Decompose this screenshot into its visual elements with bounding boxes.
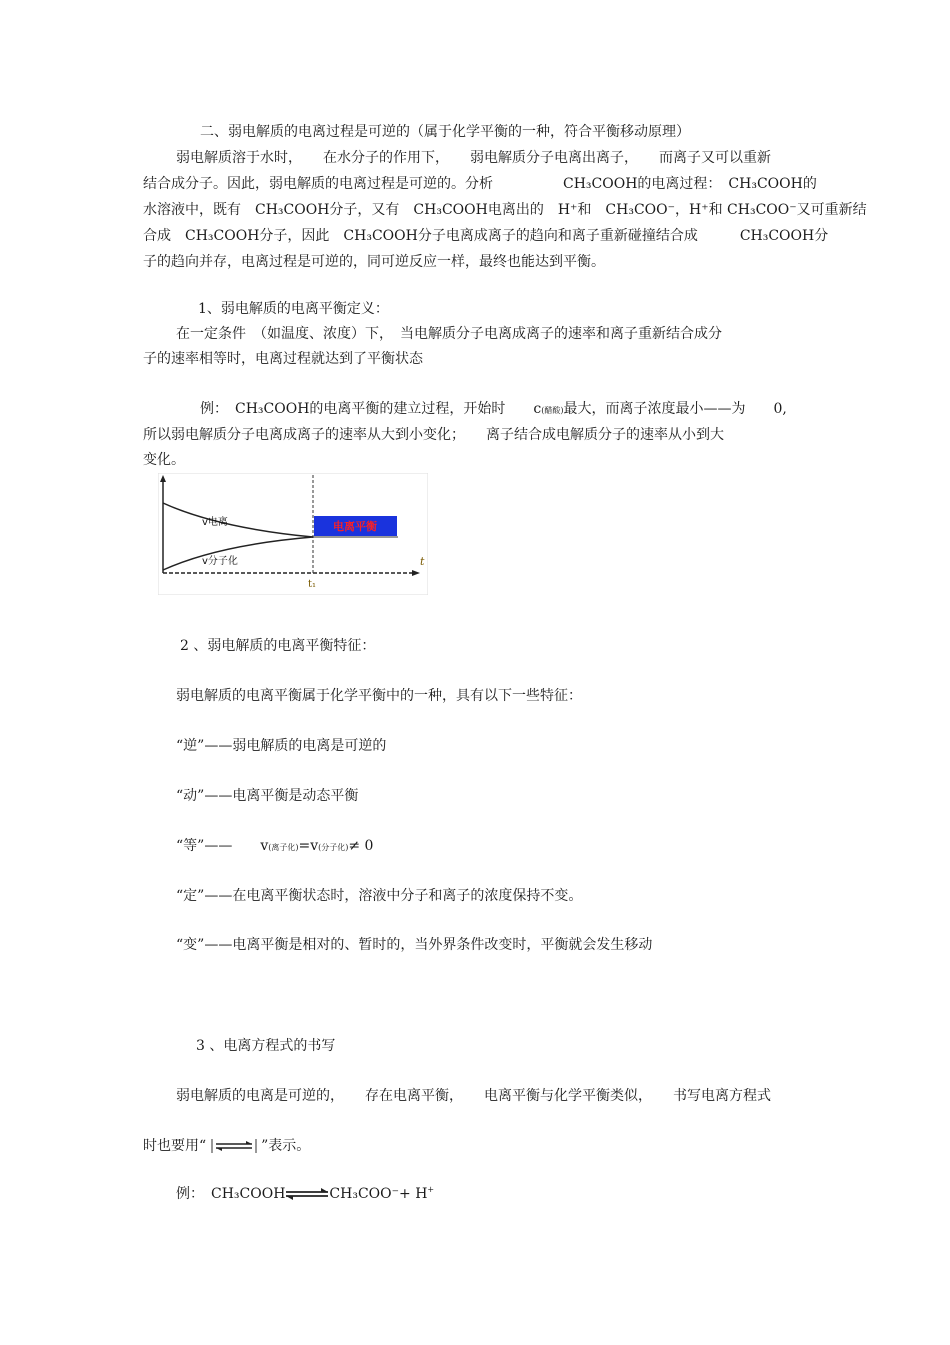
definition-line-2: 子的速率相等时，电离过程就达到了平衡状态 [143, 351, 423, 367]
equation-line-2-b: ”表示。 [261, 1138, 311, 1154]
intro-line-5: 子的趋向并存，电离过程是可逆的，同可逆反应一样，最终也能达到平衡。 [143, 254, 605, 270]
ionization-equilibrium-graph [158, 473, 428, 595]
feature-change: “变”——电离平衡是相对的、暂时的，当外界条件改变时，平衡就会发生移动 [176, 937, 653, 953]
lower-curve-label: v分子化 [202, 556, 238, 567]
features-intro: 弱电解质的电离平衡属于化学平衡中的一种，具有以下一些特征： [176, 688, 582, 704]
example1-line-2: 所以弱电解质分子电离成离子的速率从大到小变化； 离子结合成电解质分子的速率从小到大 [143, 427, 724, 443]
feature-equal-sub2: (分子化) [318, 843, 349, 852]
equation-line-2 [143, 1137, 310, 1155]
definition-line-1: 在一定条件 （如温度、浓度）下， 当电解质分子电离成离子的速率和离子重新结合成分 [176, 326, 722, 342]
feature-equal [176, 837, 373, 857]
example2-products: CH₃COO⁻+ H [329, 1186, 428, 1202]
example1-text-a: 例： CH₃COOH的电离平衡的建立过程，开始时 c [200, 401, 542, 417]
example1-text-b: 最大，而离子浓度最小——为 0, [563, 401, 787, 417]
example2-equation [176, 1185, 434, 1205]
t-axis-label: t [420, 555, 425, 568]
example1-subscript: (醋酸) [541, 406, 564, 415]
feature-constant: “定”——在电离平衡状态时，溶液中分子和离子的浓度保持不变。 [176, 888, 583, 904]
features-heading: 2 、弱电解质的电离平衡特征： [180, 638, 376, 654]
intro-line-4: 合成 CH₃COOH分子，因此 CH₃COOH分子电离成离子的趋向和离子重新碰撞结合成 CH₃COOH分 [143, 228, 829, 244]
upper-curve-label: v电离 [202, 517, 228, 528]
definition-heading: 1、弱电解质的电离平衡定义： [198, 301, 389, 317]
example2-superscript: + [427, 1185, 435, 1194]
section-title: 二、弱电解质的电离过程是可逆的（属于化学平衡的一种，符合平衡移动原理） [200, 124, 690, 140]
feature-equal-sub1: (离子化) [268, 843, 299, 852]
example2-reactant: 例： CH₃COOH [176, 1186, 286, 1202]
feature-equal-b: =v [298, 838, 319, 854]
equation-heading: 3 、电离方程式的书写 [196, 1038, 336, 1054]
intro-line-3: 水溶液中，既有 CH₃COOH分子，又有 CH₃COOH电离出的 H⁺和 CH₃COO⁻，H⁺和 CH₃COO⁻又可重新结 [143, 202, 867, 218]
feature-reversible: “逆”——弱电解质的电离是可逆的 [176, 738, 387, 754]
example1-line-1 [200, 400, 787, 420]
intro-line-2: 结合成分子。因此，弱电解质的电离过程是可逆的。分析 CH₃COOH的电离过程： CH₃COOH的 [143, 176, 817, 192]
equilibrium-box-label: 电离平衡 [333, 520, 377, 533]
feature-dynamic: “动”——电离平衡是动态平衡 [176, 788, 359, 804]
example1-line-3: 变化。 [143, 452, 185, 468]
equilibrium-arrow-icon [285, 1187, 329, 1201]
t1-label: t₁ [308, 579, 317, 590]
equation-line-1: 弱电解质的电离是可逆的， 存在电离平衡， 电离平衡与化学平衡类似， 书写电离方程式 [176, 1088, 771, 1104]
equation-line-2-a: 时也要用“ [143, 1138, 207, 1154]
feature-equal-c: ≠ 0 [348, 838, 374, 854]
feature-equal-a: “等”—— v [176, 838, 269, 854]
reversible-arrow-icon [211, 1138, 257, 1154]
intro-line-1: 弱电解质溶于水时， 在水分子的作用下， 弱电解质分子电离出离子， 而离子又可以重新 [176, 150, 771, 166]
